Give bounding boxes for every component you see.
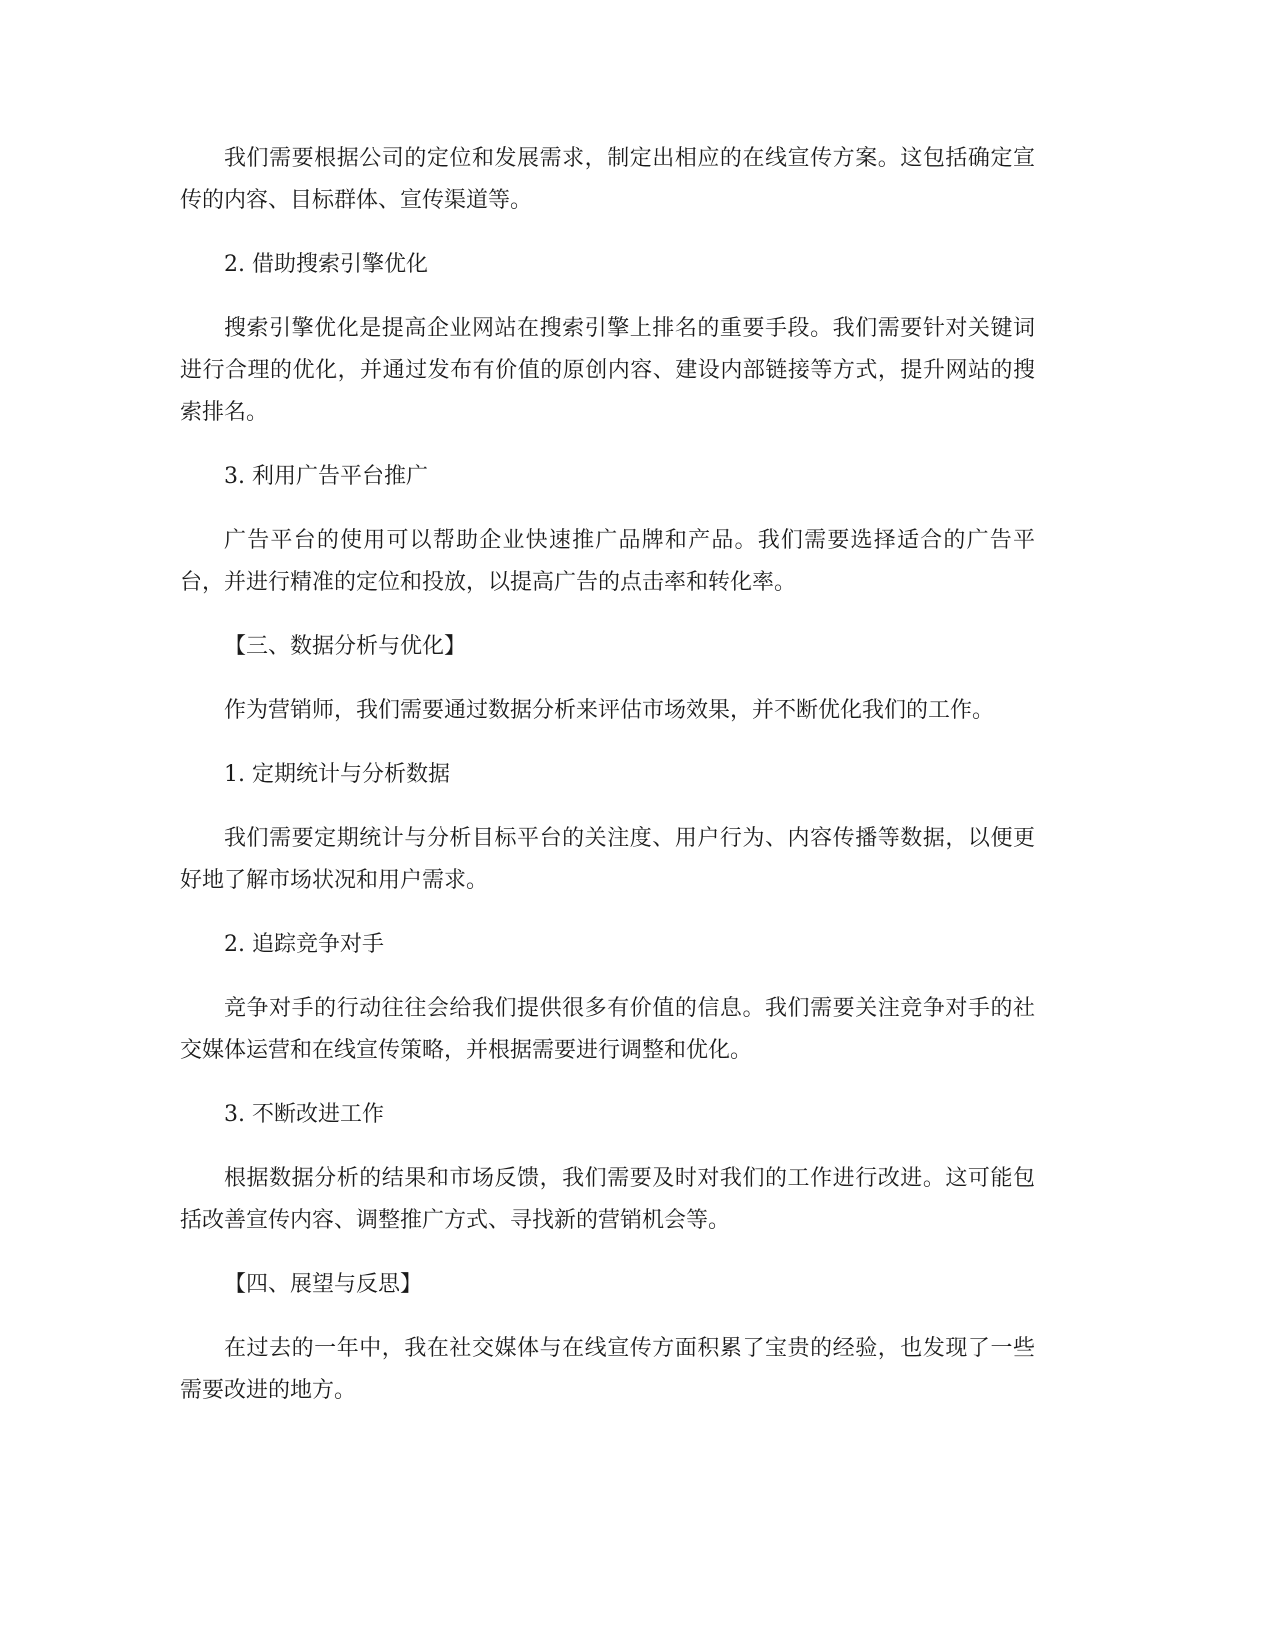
section-heading-data-analysis: 【三、数据分析与优化】 (224, 634, 467, 659)
paragraph-track-competitors: 竞争对手的行动往往会给我们提供很多有价值的信息。我们需要关注竞争对手的社交媒体运营和在线宣传策略，并根据需要进行调整和优化。 (180, 996, 1035, 1063)
heading-continuous-improvement: 3. 不断改进工作 (224, 1102, 384, 1127)
heading-ad-platform: 3. 利用广告平台推广 (224, 464, 428, 489)
paragraph-data-analysis-intro: 作为营销师，我们需要通过数据分析来评估市场效果，并不断优化我们的工作。 (224, 698, 995, 723)
paragraph-ad-platform: 广告平台的使用可以帮助企业快速推广品牌和产品。我们需要选择适合的广告平台，并进行精准的定位和投放，以提高广告的点击率和转化率。 (180, 528, 1035, 595)
paragraph-seo: 搜索引擎优化是提高企业网站在搜索引擎上排名的重要手段。我们需要针对关键词进行合理的优化，并通过发布有价值的原创内容、建设内部链接等方式，提升网站的搜索排名。 (180, 316, 1035, 425)
heading-periodic-statistics: 1. 定期统计与分析数据 (224, 762, 450, 787)
heading-track-competitors: 2. 追踪竞争对手 (224, 932, 384, 957)
paragraph-periodic-statistics: 我们需要定期统计与分析目标平台的关注度、用户行为、内容传播等数据，以便更好地了解市场状况和用户需求。 (180, 826, 1035, 893)
document-page (180, 138, 1035, 1434)
heading-seo: 2. 借助搜索引擎优化 (224, 252, 428, 277)
paragraph-online-promotion-plan: 我们需要根据公司的定位和发展需求，制定出相应的在线宣传方案。这包括确定宣传的内容、目标群体、宣传渠道等。 (180, 146, 1035, 213)
paragraph-continuous-improvement: 根据数据分析的结果和市场反馈，我们需要及时对我们的工作进行改进。这可能包括改善宣传内容、调整推广方式、寻找新的营销机会等。 (180, 1166, 1035, 1233)
paragraph-outlook-reflection: 在过去的一年中，我在社交媒体与在线宣传方面积累了宝贵的经验，也发现了一些需要改进的地方。 (180, 1336, 1035, 1403)
section-heading-outlook-reflection: 【四、展望与反思】 (224, 1272, 423, 1297)
